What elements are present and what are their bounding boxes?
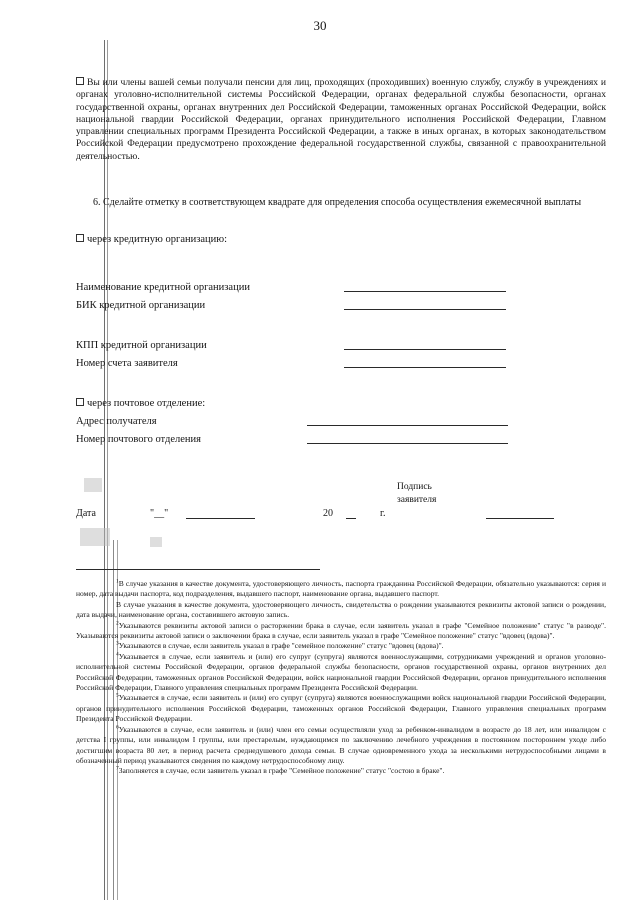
account-label: Номер счета заявителя [76,358,178,369]
date-year-suffix: г. [380,508,386,519]
footnote-4-marker: 4 [116,651,119,658]
footnote-6-text: Указываются в случае, если заявитель и (или) член его семьи осуществляли уход за ребенком-инвалидом в возрасте до 18 лет, или инвалидом с детства I группы, или инвалидом I группы, или престарелым, нуждающимся по заключению лечебного учреждения в постоянном постороннем уходе либо достигшим возраста 80 лет, в период расчета среднедушевого дохода семьи. В случае одновременного ухода за несколькими нетрудоспособными лицами в обозначенный период указываются сведения по каждому нетрудоспособному лицу. [76,724,606,765]
post-office-field[interactable] [307,443,508,444]
bank-name-label: Наименование кредитной организации [76,282,250,293]
date-label: Дата [76,508,96,519]
footnote-3-marker: 3 [116,640,119,647]
kpp-label: КПП кредитной организации [76,340,207,351]
footnote-1-marker: 1 [116,578,119,585]
footnote-6-marker: 6 [116,724,119,731]
page-number: 30 [313,18,327,33]
post-option-label: через почтовое отделение: [87,398,206,409]
footnote-1-text: В случае указания в качестве документа, удостоверяющего личность, паспорта гражданина Российской Федерации, обязательно указываются: серия и номер, дата выдачи паспорта, код подразделения, выдавшего паспорт, наименование органа, выдавшего паспорт. [76,579,606,599]
signature-caption-line2: заявителя [397,495,437,505]
footnote-5 [76,693,606,724]
date-year-field[interactable] [346,518,356,519]
signature-caption-line1: Подпись [397,482,432,492]
scan-smudge [84,478,102,492]
footnotes [76,579,606,777]
credit-option-label: через кредитную организацию: [87,234,228,245]
signature-caption [397,481,436,507]
footnote-2-marker: 2 [116,620,119,627]
footnote-3-text: Указываются в случае, если заявитель указал в графе "семейное положение" статус "вдовец (вдова)". [118,641,444,651]
footnote-7-text: Заполняется в случае, если заявитель указал в графе "Семейное положение" статус "состою в браке". [118,766,445,776]
footnote-6 [76,725,606,767]
footnotes-separator [76,569,320,570]
footnote-1 [76,579,606,600]
post-option-checkbox[interactable] [76,398,84,406]
footnote-4-text: Указывается в случае, если заявитель и (или) его супруг (супруга) являются военнослужащими, сотрудниками учреждений и органов уголовно-исполнительной системы Российской Федерации, органов федеральной службы безопасности, органов государственной охраны, органов внутренних дел Российской Федерации, таможенных органов Российской Федерации, войск национальной гвардии Российской Федерации, органов принудительного исполнения Российской Федерации, Главного управления специальных программ Президента Российской Федерации. [76,651,606,693]
credit-option-checkbox[interactable] [76,234,84,242]
footnote-4 [76,652,606,694]
pension-checkbox[interactable] [76,77,84,85]
post-option [76,398,205,409]
footnote-5-text: Указывается в случае, если заявитель и (или) его супруг (супруга) являются военнослужащими войск национальной гвардии Российской Федерации, органов принудительного исполнения Российской Федерации, таможенных органов Российской Федерации, Главного управления специальных программ Президента Российской Федерации. [76,693,606,724]
footnote-1b: В случае указания в качестве документа, удостоверяющего личность, свидетельства о рождении указываются реквизиты актовой записи о рождении, дата выдачи, наименование органа, составившего актовую запись. [76,599,606,620]
footnote-3 [76,641,606,651]
bik-field[interactable] [344,309,506,310]
footnote-2 [76,621,606,642]
date-year-prefix: 20 [323,508,333,519]
pension-question-text: Вы или члены вашей семьи получали пенсии для лиц, проходящих (проходивших) военную службу, службу в учреждениях и органах уголовно-исполнительной системы Российской Федерации, органах федеральной службы безопасности, органах государственной охраны, органах внутренних дел Российской Федерации, таможенных органах Российской Федерации, войск национальной гвардии Российской Федерации, органах принудительного исполнения Российской Федерации, Главном управлении специальных программ Президента Российской Федерации, а также в иных органах, в которых законодательством Российской Федерации предусмотрено прохождение федеральной государственной службы, связанной с правоохранительной деятельностью. [76,77,606,162]
date-day-quotes: "__" [150,508,169,519]
pension-question [76,77,606,163]
footnote-5-marker: 5 [116,692,119,699]
scan-smudge [150,537,162,547]
account-field[interactable] [344,367,506,368]
bank-name-field[interactable] [344,291,506,292]
credit-option [76,234,227,245]
section-6-title: 6. Сделайте отметку в соответствующем квадрате для определения способа осуществления ежемесячной выплаты [93,197,582,208]
signature-field[interactable] [486,518,554,519]
recipient-address-field[interactable] [307,425,508,426]
kpp-field[interactable] [344,349,506,350]
recipient-address-label: Адрес получателя [76,416,157,427]
bik-label: БИК кредитной организации [76,300,206,311]
footnote-2-text: Указываются реквизиты актовой записи о расторжении брака в случае, если заявитель указал в графе "Семейное положение" статус "в разводе". Указываются реквизиты актовой записи о заключении брака в случае, если заявитель указал в графе "Семейное положение" статус "вдовец (вдова)". [76,620,606,641]
date-month-field[interactable] [186,518,255,519]
footnote-7-marker: 7 [116,765,119,772]
post-office-label: Номер почтового отделения [76,434,201,445]
footnote-7 [76,766,606,776]
scan-smudge [80,528,110,546]
